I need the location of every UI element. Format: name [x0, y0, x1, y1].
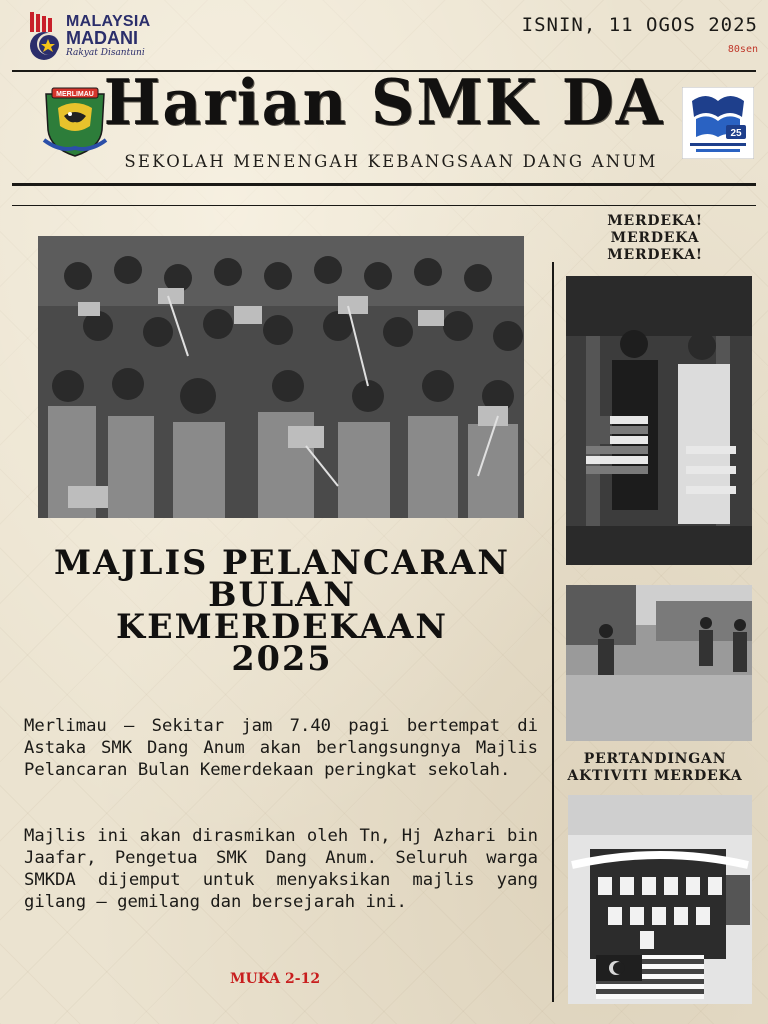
main-photo-students-with-flags [38, 236, 524, 518]
issue-price: 80sen [727, 44, 758, 55]
sk-logo-number: 25 [730, 128, 742, 139]
issue-date: ISNIN, 11 OGOS 2025 [521, 14, 758, 36]
article-paragraph-2: Majlis ini akan dirasmikan oleh Tn, Hj Azhari bin Jaafar, Pengetua SMK Dang Anum. Seluruh warga SMKDA dijemput untuk menyaksikan majlis yang gilang – gemilang dan bersejarah ini. [24, 826, 538, 912]
sidebar-heading-line: PERTANDINGAN [583, 751, 727, 767]
malaysia-madani-emblem-icon [26, 10, 64, 62]
sidebar-heading-merdeka [562, 213, 748, 264]
masthead-rule [12, 183, 756, 186]
headline-line: BULAN [208, 575, 356, 614]
malaysia-madani-logo [66, 14, 151, 59]
sidebar-photo-officials-with-flags [566, 276, 752, 565]
masthead-thin-rule [12, 205, 756, 206]
article-paragraph-1: Merlimau – Sekitar jam 7.40 pagi bertempat di Astaka SMK Dang Anum akan berlangsungnya Majlis Pelancaran Bulan Kemerdekaan peringkat sekolah. [24, 716, 538, 780]
sidebar-photo-merdeka-board [568, 795, 752, 1004]
newspaper-subtitle: SEKOLAH MENENGAH KEBANGSAAN DANG ANUM [124, 152, 658, 171]
column-divider [552, 262, 554, 1002]
logo-tagline: Rakyat Disantuni [66, 48, 145, 58]
headline-line: MAJLIS PELANCARAN [53, 543, 510, 582]
school-crest-banner: MERLIMAU [56, 91, 94, 98]
sidebar-heading-pertandingan [562, 751, 748, 785]
headline-line: 2025 [231, 639, 333, 678]
sidebar-heading-line: MERDEKA! [607, 213, 703, 229]
sk25-anniversary-logo-icon [682, 87, 754, 159]
page-reference: MUKA 2-12 [230, 971, 321, 987]
sidebar-photo-outdoor-performance [566, 585, 752, 741]
sidebar-heading-line: AKTIVITI MERDEKA [567, 768, 743, 784]
logo-line-madani: MADANI [66, 28, 138, 48]
newspaper-title: Harian SMK DA [103, 66, 665, 140]
logo-line-malaysia: MALAYSIA [66, 13, 151, 30]
headline-line: KEMERDEKAAN [115, 607, 449, 646]
sidebar-heading-line: MERDEKA [610, 230, 700, 246]
main-headline [22, 543, 542, 678]
sidebar-heading-line: MERDEKA! [607, 247, 703, 263]
